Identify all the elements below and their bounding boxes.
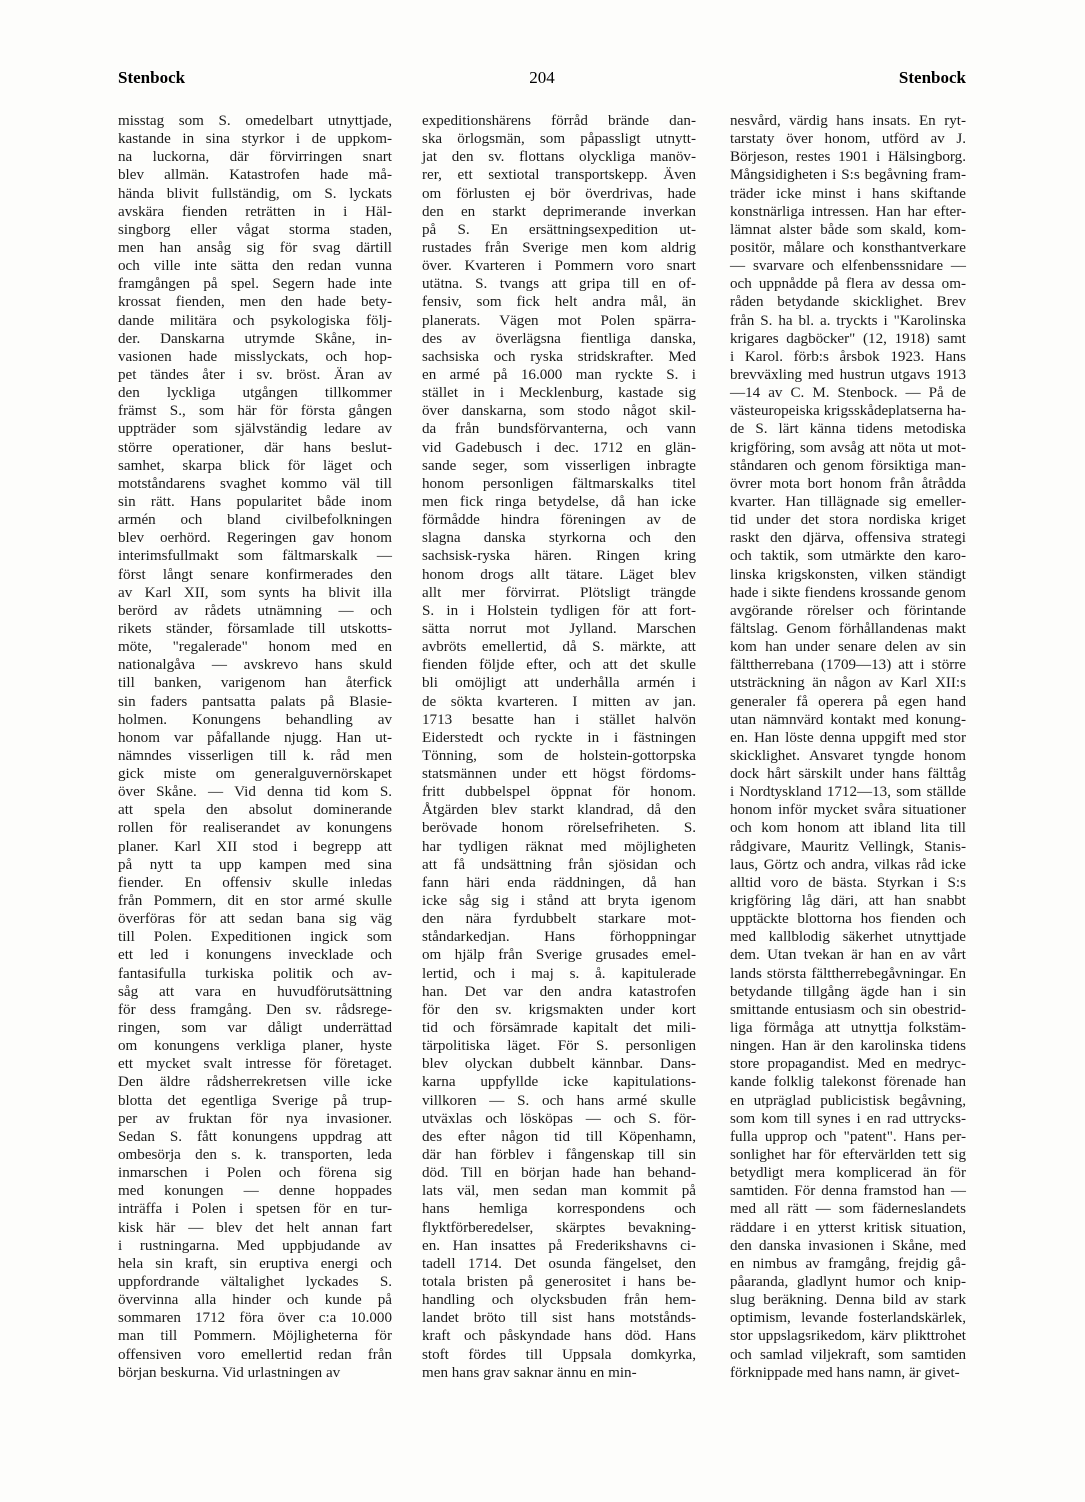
text-line: fensiv, som fick helt andra mål, än	[422, 294, 696, 311]
text-line: fritt dubbelspel öppnat för honom.	[422, 784, 696, 801]
text-line: berövade honom rörelsefriheten. S.	[422, 820, 696, 837]
text-line: avskära fienden reträtten in i Häl-	[118, 203, 392, 220]
text-line: ringen, som var dåligt underrättad	[118, 1020, 392, 1037]
text-line: förmådde hindra föreningen av de	[422, 512, 696, 529]
text-line: Sedan S. fått konungens uppdrag att	[118, 1128, 392, 1145]
text-line: vid Gadebusch i dec. 1712 en glän-	[422, 439, 696, 456]
text-line: ett led i konungens invecklade och	[118, 947, 392, 964]
text-line: de S. lärt känna tidens metodiska	[730, 421, 966, 438]
text-line: uppfordrande vältalighet lyckades S.	[118, 1274, 392, 1290]
text-line: tärpolitiska läget. För S. personligen	[422, 1038, 696, 1055]
text-line: stor uppslagsrikedom, kärv plikttrohet	[730, 1328, 966, 1345]
text-line: och uppnådde på flera av dessa om-	[730, 276, 966, 293]
text-line: från Pommern, dit en stor armé skulle	[118, 893, 392, 910]
text-line: rer, ett sextiotal transportskepp. Även	[422, 167, 696, 184]
text-line: krigföring, som avsåg att nöta ut mot-	[730, 439, 966, 456]
text-line: men han ansåg sig för svag därtill	[118, 239, 392, 256]
text-line: gick miste om generalguvernörskapet	[118, 766, 392, 783]
text-line: avbröts emellertid, då S. märkte, att	[422, 639, 696, 656]
text-line: där han förblev i fångenskap till sin	[422, 1147, 696, 1164]
text-line: sätta norrut mot Jylland. Marschen	[422, 620, 696, 637]
text-line: optimism, levande fosterlandskärlek,	[730, 1310, 966, 1327]
text-line: planer. Karl XII stod i begrepp att	[118, 838, 392, 855]
text-line: uppträder som självständig ledare av	[118, 421, 392, 438]
text-line: fantasifulla turkiska politik och av-	[118, 965, 392, 982]
text-line: bli omöjligt att underhålla armén i	[422, 675, 696, 692]
text-line: i rustningarna. Med uppbjudande av	[118, 1237, 392, 1254]
text-line: des av överlägsna fientliga danska,	[422, 330, 696, 347]
text-line: inträffa i Polen i spetsen för en tur-	[118, 1201, 392, 1218]
text-line: blev olyckan dubbelt kännbar. Dans-	[422, 1056, 696, 1073]
text-line: expeditionshärens förråd brände dan-	[422, 113, 696, 129]
text-line: stället in i Mecklenburg, kastade sig	[422, 385, 696, 402]
text-line: landet bröto till sist hans motstånds-	[422, 1310, 696, 1327]
text-line: framgången på spel. Segern hade inte	[118, 276, 392, 293]
text-line: alltid voro de bästa. Styrkan i S:s	[730, 874, 966, 891]
text-line: Åtgärden blev starkt klandrad, då den	[422, 802, 696, 819]
text-line: jat den sv. flottans olyckliga manöv-	[422, 149, 696, 166]
text-line: fältslag. Genom förhållandenas makt	[730, 620, 966, 637]
text-line: kastande in sina styrkor i de uppkom-	[118, 131, 392, 148]
text-line: dock hårt särskilt under hans fälttåg	[730, 766, 966, 783]
text-line: men hans grav saknar ännu en min-	[422, 1364, 637, 1381]
text-line: först långt senare konfirmerades den	[118, 566, 392, 583]
text-line: krigares dagböcker" (12, 1918) samt	[730, 330, 966, 347]
text-line: om förlusten ej bör överdrivas, hade	[422, 185, 696, 202]
text-line: om hjälp från Sverige grusades emel-	[422, 947, 696, 964]
text-line: pet tändes åter i sv. bröst. Äran av	[118, 366, 392, 383]
text-line: död. Till en början hade han behand-	[422, 1165, 696, 1182]
text-line: honom drogs allt tätare. Läget blev	[422, 566, 696, 583]
text-line: villkoren — S. och hans armé skulle	[422, 1092, 696, 1109]
text-column-3	[730, 112, 966, 1382]
text-line: med konungen — denne hoppades	[118, 1183, 392, 1200]
text-line: västeuropeiska krigsskådeplatserna ha-	[730, 403, 966, 420]
text-line: tid och försämrade kapitalt det mili-	[422, 1020, 696, 1037]
text-line: nationalgåva — avskrevo hans skuld	[118, 657, 392, 674]
text-line: som kom till synes i en rad uttrycks-	[730, 1110, 966, 1127]
text-line: slagna danska styrkorna och den	[422, 530, 696, 547]
text-line: konstnärliga intressen. Han har efter-	[730, 203, 966, 220]
text-column-2	[422, 112, 696, 1382]
page-number: 204	[529, 68, 555, 87]
text-line: blev allmän. Katastrofen hade må-	[118, 167, 392, 184]
text-line: på nytt ta upp kampen med sina	[118, 856, 392, 873]
text-line: att få undsättning från sjösidan och	[422, 856, 696, 873]
text-line: slug beräkning. Denna bild av stark	[730, 1292, 966, 1309]
text-line: lands största fälttherrebegåvningar. En	[730, 965, 966, 982]
text-line: sin faders pantsatta palats på Blasie-	[118, 693, 392, 710]
text-line: sachsisk-ryska hären. Ringen kring	[422, 548, 696, 565]
text-line: och samlad viljekraft, som samtiden	[730, 1346, 966, 1363]
text-line: en. Han löste denna uppgift med stor	[730, 729, 966, 746]
text-line: smittande entusiasm och sin obestrid-	[730, 1001, 966, 1018]
text-line: påaranda, gladlynt humor och knip-	[730, 1274, 966, 1290]
text-line: misstag som S. omedelbart utnyttjade,	[118, 113, 392, 129]
text-line: store propagandist. Med en medryc-	[730, 1056, 966, 1073]
text-line: S. in i Holstein tydligen för att fort-	[422, 602, 696, 619]
text-line: möte, "regalerade" honom med en	[118, 639, 392, 656]
text-line: Mångsidigheten i S:s begåvning fram-	[730, 167, 966, 184]
text-line: han. Det var den andra katastrofen	[422, 983, 696, 1000]
header-left-title: Stenbock	[118, 68, 186, 87]
text-line: ett mycket svalt intresse för företaget.	[118, 1056, 392, 1073]
text-line: att spela den absolut dominerande	[118, 802, 392, 819]
text-line: honom var påfallande njugg. Han ut-	[118, 729, 392, 746]
text-line: en. Han insattes på Frederikshavns ci-	[422, 1237, 696, 1254]
text-line: för den sv. krigsmakten under kort	[422, 1001, 696, 1018]
text-line: positör, målare och konsthantverkare	[730, 239, 966, 256]
text-line: utan nämnvärd kontakt med konung-	[730, 711, 966, 728]
text-line: råden betydande skicklighet. Brev	[730, 294, 966, 311]
text-line: tadell 1714. Det osunda fängelset, den	[422, 1255, 696, 1272]
text-line: ska örlogsmän, som påpassligt utnytt-	[422, 131, 696, 148]
text-line: des efter någon tid till Köpenhamn,	[422, 1128, 696, 1145]
text-line: rollen för realiserandet av konungens	[118, 820, 392, 837]
text-line: kraft och påskyndade hans död. Hans	[422, 1328, 696, 1345]
text-line: de sökta kvarteren. I mitten av jan.	[422, 693, 696, 710]
text-line: fiender. En offensiv skulle inledas	[118, 874, 392, 891]
text-line: krossat fienden, men den hade bety-	[118, 294, 392, 311]
text-line: Börjeson, restes 1901 i Hälsingborg.	[730, 149, 966, 166]
text-line: dem. Utan tvekan är han en av vårt	[730, 947, 966, 964]
text-line: ombesörja den s. k. transporten, leda	[118, 1147, 392, 1164]
text-line: sande seger, som visserligen inbragte	[422, 457, 696, 474]
text-line: lats väl, men sedan man kommit på	[422, 1183, 696, 1200]
text-line: tarstaty över honom, utförd av J.	[730, 131, 966, 148]
text-line: betydligt mera komplicerad än för	[730, 1165, 966, 1182]
text-line: kvarter. Han tillägnade sig emeller-	[730, 493, 966, 510]
text-line: Eiderstedt och ryckte in i fästningen	[422, 729, 696, 746]
text-line: blotta det egentliga Sverige på trup-	[118, 1092, 392, 1109]
text-line: ståndaren och genom försiktiga man-	[730, 457, 966, 474]
text-line: samtiden. För denna framstod han —	[730, 1183, 966, 1200]
text-line: offensiven voro emellertid redan från	[118, 1346, 392, 1363]
text-line: sachsiska och ryska stridskrafter. Med	[422, 348, 696, 365]
text-line: över danskarna, som stodo något skil-	[422, 403, 696, 420]
text-line: honom personligen fältmarskalks titel	[422, 475, 696, 492]
text-line: förknippade med hans namn, är givet-	[730, 1364, 960, 1381]
header-right-title: Stenbock	[898, 68, 966, 87]
text-line: har tydligen räknat med möjligheten	[422, 838, 696, 855]
text-line: betydande tillgång ägde han i sin	[730, 983, 966, 1000]
text-line: flyktförberedelser, skärptes bevakning-	[422, 1219, 696, 1236]
text-line: ståndarkedjan. Hans förhoppningar	[422, 929, 696, 946]
text-line: totala bristen på generositet i hans be-	[422, 1274, 696, 1290]
text-line: vasionen hade misslyckats, och hop-	[118, 348, 392, 365]
text-line: statsmännen under ett högst fördoms-	[422, 766, 696, 783]
text-line: honom inför mycket svåra situationer	[730, 802, 966, 819]
text-line: icke såg sig i stånd att bryta igenom	[422, 893, 696, 910]
text-line: utväxlas och lösköpas — och S. för-	[422, 1110, 696, 1127]
text-line: med all rätt — som fäderneslandets	[730, 1201, 966, 1218]
text-line: na luckorna, där förvirringen snart	[118, 149, 392, 166]
text-line: över Skåne. — Vid denna tid kom S.	[118, 784, 392, 801]
text-line: brevväxling med hustrun utgavs 1913	[730, 366, 966, 383]
text-line: sommaren 1712 föra över c:a 10.000	[118, 1310, 392, 1327]
text-line: om konungens verkliga planer, hyste	[118, 1038, 392, 1055]
text-line: såg att vara en huvudförutsättning	[118, 983, 392, 1000]
text-line: skicklighet. Ansvaret tyngde honom	[730, 747, 966, 764]
text-line: motståndarens svaghet kommo väl till	[118, 475, 392, 492]
text-line: överföras för att sedan bana sig väg	[118, 911, 392, 928]
text-line: kom han under senare delen av sin	[730, 639, 966, 656]
text-line: och taktik, som utmärkte den karo-	[730, 548, 966, 565]
text-line: rikets ständer, församlade till utskotts-	[118, 620, 392, 637]
text-line: hela sin kraft, sin eruptiva energi och	[118, 1255, 392, 1272]
text-line: den nära fyrdubbelt starkare mot-	[422, 911, 696, 928]
text-line: 1713 besatte han i stället halvön	[422, 711, 696, 728]
text-line: främst S., som här för första gången	[118, 403, 392, 420]
text-line: holmen. Konungens behandling av	[118, 711, 392, 728]
text-line: tid under det stora nordiska kriget	[730, 512, 966, 529]
text-line: blev oerhörd. Regeringen gav honom	[118, 530, 392, 547]
text-line: dande militära och psykologiska följ-	[118, 312, 392, 329]
text-line: man till Pommern. Möjligheterna för	[118, 1328, 392, 1345]
text-line: der. Danskarna utrymde Skåne, in-	[118, 330, 392, 347]
text-line: fulla upprop och "patent". Hans per-	[730, 1128, 966, 1145]
text-line: linska krigskonsten, vilken ständigt	[730, 566, 966, 583]
text-line: för dess framgång. Den sv. rådsrege-	[118, 1001, 392, 1018]
text-line: den danska invasionen i Skåne, med	[730, 1237, 966, 1254]
running-header	[118, 68, 966, 92]
text-line: krigföring låg däri, att han snabbt	[730, 893, 966, 910]
text-line: samhet, skarpa blick för läget och	[118, 457, 392, 474]
text-line: räddare i en ytterst kritisk situation,	[730, 1219, 966, 1236]
text-line: fann häri enda räddningen, då han	[422, 874, 696, 891]
text-line: stoft fördes till Uppsala domkyrka,	[422, 1346, 696, 1363]
text-line: nämndes visserligen till k. råd men	[118, 747, 392, 764]
text-line: till Polen. Expeditionen ingick som	[118, 929, 392, 946]
text-line: rådgivare, Mauritz Vellingk, Stanis-	[730, 838, 966, 855]
text-line: från S. ha bl. a. tryckts i "Karolinska	[730, 312, 966, 329]
text-line: generaler få operera på egen hand	[730, 693, 966, 710]
text-line: i Karol. förb:s årsbok 1923. Hans	[730, 348, 966, 365]
text-line: armén och bland civilbefolkningen	[118, 512, 392, 529]
text-line: början beskurna. Vid urlastningen av	[118, 1364, 341, 1381]
text-line: da från bundsförvanterna, och vann	[422, 421, 696, 438]
text-line: planerats. Vägen mot Polen spärra-	[422, 312, 696, 329]
text-line: med kallblodig säkerhet utnyttjade	[730, 929, 966, 946]
text-line: träder icke minst i hans skiftande	[730, 185, 966, 202]
text-line: av Karl XII, som synts ha blivit illa	[118, 584, 392, 601]
text-line: Den äldre rådsherrekretsen ville icke	[118, 1074, 392, 1091]
text-line: upptäckte blottorna hos fienden och	[730, 911, 966, 928]
text-line: Tönning, som de holstein-gottorpska	[422, 747, 696, 764]
text-line: interimsfullmakt som fältmarskalk —	[118, 548, 392, 565]
text-line: ningen. Han är den karolinska tidens	[730, 1038, 966, 1055]
text-line: inmarschen i Polen och förena sig	[118, 1165, 392, 1182]
text-line: större operationer, där hans beslut-	[118, 439, 392, 456]
text-line: nesvård, värdig hans insats. En ryt-	[730, 113, 966, 129]
text-line: lertid, och i maj s. å. kapitulerade	[422, 965, 696, 982]
text-line: hans hemliga korrespondens och	[422, 1201, 696, 1218]
text-line: en armé på 16.000 man ryckte S. i	[422, 366, 696, 383]
text-line: en utpräglad publicistisk begåvning,	[730, 1092, 966, 1109]
text-line: rustades från Sverige men kom aldrig	[422, 239, 696, 256]
text-line: laus, Görtz och andra, vilkas råd icke	[730, 856, 966, 873]
text-line: på S. En ersättningsexpedition ut-	[422, 221, 696, 238]
text-line: berörd av rådets utnämning — och	[118, 602, 392, 619]
text-line: allt mer förvirrat. Plötsligt trängde	[422, 584, 696, 601]
text-line: kande folklig talekonst förenade han	[730, 1074, 966, 1091]
text-line: men fick ringa betydelse, då han icke	[422, 493, 696, 510]
text-line: till banken, varigenom han återfick	[118, 675, 392, 692]
text-line: liga förmåga att utnyttja folkstäm-	[730, 1020, 966, 1037]
text-line: i Nordtyskland 1712—13, som ställde	[730, 784, 966, 801]
text-line: hända blivit fullständig, om S. lyckats	[118, 185, 392, 202]
text-line: singborg eller vågat storma staden,	[118, 221, 392, 238]
text-line: sin rätt. Hans popularitet både inom	[118, 493, 392, 510]
text-line: — svarvare och elfenbenssnidare —	[730, 258, 966, 275]
text-line: utsträckning än någon av Karl XII:s	[730, 675, 966, 692]
text-line: handling och olycksbuden från hem-	[422, 1292, 696, 1309]
text-line: utätna. S. tvangs att gripa till en of-	[422, 276, 696, 293]
text-line: och ville inte sätta den redan vunna	[118, 258, 392, 275]
text-line: övrer mota bort honom från åtrådda	[730, 475, 966, 492]
text-line: en nimbus av framgång, frejdig gå-	[730, 1255, 966, 1272]
text-line: och kom honom att ibland lita till	[730, 820, 966, 837]
text-line: karna uppfyllde icke kapitulations-	[422, 1074, 696, 1091]
text-line: fienden följde efter, och att det skulle	[422, 657, 696, 674]
text-line: hade i sikte fiendens krossande genom	[730, 584, 966, 601]
text-line: den en starkt deprimerande inverkan	[422, 203, 696, 220]
text-line: sonlighet har för eftervärlden tett sig	[730, 1147, 966, 1164]
text-line: —14 av C. M. Stenbock. — På de	[730, 385, 966, 402]
text-line: övervinna alla hinder och kunde på	[118, 1292, 392, 1309]
text-line: den lyckliga utgången tillkommer	[118, 385, 392, 402]
text-line: över. Kvarteren i Pommern voro snart	[422, 258, 696, 275]
text-line: lämnat alster både som skald, kom-	[730, 221, 966, 238]
text-column-1	[118, 112, 392, 1382]
text-line: raskt den djärva, offensiva strategi	[730, 530, 966, 547]
text-line: kisk här — blev det helt annan fart	[118, 1219, 392, 1236]
text-line: avgörande rörelser och förintande	[730, 602, 966, 619]
text-line: per av fruktan för nya invasioner.	[118, 1110, 392, 1127]
text-line: fälttherrebana (1709—13) att i större	[730, 657, 966, 674]
